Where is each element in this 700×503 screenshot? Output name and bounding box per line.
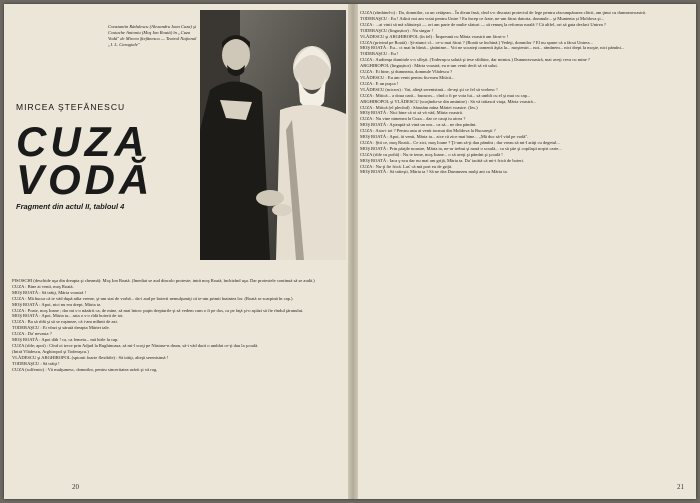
- text-line: CUZA (solfernic) : Vă mulţumesc, domnilor, pentru sinceritatea urării şi vă rog.: [12, 366, 158, 372]
- text-line: CUZA : Nu vine nimenea la Cuza... dar ce cauţi tu aicea ?: [360, 116, 466, 122]
- left-text-column: [12, 278, 346, 428]
- text-line: MOŞ ROATĂ : Nici bine că oi să vă văd, Măria voastră.: [360, 110, 463, 116]
- text-line: TODERAŞCU : Ei vînzi şi sărută dreapta Măriei tale.: [12, 325, 110, 331]
- text-line: CUZA : Ei bine, şi dumneata, domnule Vlădescu ?: [360, 69, 453, 75]
- text-line: MOŞ ROATĂ : Apoi dăh ! ca, ca femeia... mă birle la cap.: [12, 337, 119, 343]
- text-line: MOŞ ROATĂ : Să trăieşti, Măria ta ! Să ne dea Dumnezeu mulţi ani cu Măria ta.: [360, 169, 508, 175]
- text-line: MOŞ ROATĂ : Să trăiţi, Măria voastră !: [12, 289, 87, 295]
- text-line: CUZA (zîmbind-o) : Da, domnilor, ca un cetăţean... În divan însă, cînd s-o discutat proiectul de lege pentru răscumpărarea clăcii, am ţinut cu dumneavoastră.: [360, 10, 647, 15]
- subtitle: Fragment din actul II, tabloul 4: [16, 202, 125, 211]
- text-line: CUZA : Bine ai venit, moş Roată.: [12, 283, 74, 289]
- text-line: TODERAŞCU : Să trăiţi !: [12, 360, 60, 366]
- text-line: MOŞ ROATĂ : Apoi, nici nu era drept, Măria ta.: [12, 301, 102, 307]
- text-line: CUZA : Ba să rîdă şi să se ruşineze, că i-am mîhnit de azi.: [12, 319, 118, 325]
- text-line: CUZA : ...ai vinit să mă sfătuieşti — ori am parte de multe sfaturi — să renunţ la reforma rurală ? Că altfel, ori să gata desfaci Unirea ?: [360, 21, 606, 27]
- text-line: TODERAŞCU : Eu !: [360, 51, 399, 57]
- text-line: TODERAŞCU : Eu ! Adică noi am votat pentru Unire ! Eu încep ce frate, ne-am făcut datoria, domnule... şi Muntenia și Moldova şi...: [360, 15, 604, 21]
- text-line: CUZA (rîde; apoi) : Cînd oi trece prin Adjud la Rughinoasa, să mi-l scoţi pe Năstase-n drum, să-i văd dacă o umblat ce-ţi dau la şcoală.: [12, 342, 259, 348]
- text-line: (Intră Vlădescu, Arghiropol şi Toderaşcu.): [12, 348, 89, 354]
- text-line: MOŞ ROATĂ : Aşteaptă să vină un om... ca să... ne dea pămînt.: [360, 122, 477, 128]
- text-line: ARGHIROPOL şi VLĂDESCU (scoţîndu-se din amintire) : Să vă trăiască viaţa, Măria voastră...: [360, 98, 537, 104]
- right-text-column: [360, 10, 688, 480]
- text-line: MOŞ ROATĂ : Prin părţile noastre, Măria ta, ne-ar trebui şi nouă o scoală... ca să ştie şi copilaşii noştri carte...: [360, 145, 562, 151]
- text-line: CUZA : E un puşca !: [360, 80, 399, 86]
- text-line: CUZA : Mitică... a doua oară... bucuros... cînd o fi pe voia lui... să umbli cu el şi mai cu cap...: [360, 92, 531, 98]
- left-page: [12, 10, 346, 493]
- text-line: ARGHIROPOL (lingușitor) : Măria voastră, eu n-am venit decît să vă salut.: [360, 63, 498, 69]
- right-page: [360, 10, 688, 493]
- text-line: VLĂDESCU şi ARGHIROPOL (în fel) : Împreună cu Măria voastră am făcut-o !: [360, 33, 509, 39]
- text-line: CUZA : Mă bucur că te văd după atîta vreme, şi-am stat de vorbă... da-i aud pe boierii nemulţumiţi că te-am primit înaintea lor. (Roată se scarpină în cap.): [12, 295, 293, 301]
- text-line: CUZA : Asta-i tot ? Pentru asta ai venit tocmai din Moldova la Bucureşti ?: [360, 128, 496, 134]
- text-line: VLĂDESCU (micros) : Vai, alteţă serenisimă... de-aşi şti ce fel să vorbesc !: [360, 86, 498, 92]
- open-book: [4, 4, 696, 499]
- title-line-1: CUZA: [16, 118, 149, 165]
- text-line: CUZA : Ştii ce, moş Roată... Ce zici, moş Ioane ? Ţi-am să-ţi dau pămînt ; dar vreau să mi-l arăţi cu degetul...: [360, 139, 560, 145]
- text-line: CUZA : Mitică (el plecînd) : Sărutăm mîna Măriei voastre. (Ies.): [360, 104, 478, 110]
- article-header: [12, 10, 346, 260]
- page-number-right: 21: [677, 483, 684, 491]
- text-line: CUZA : Poate, moş Ioane ; dar mi s-o năzărit ca, de mine, să mai întorc puţin drepturile şi să vedem cum o fi pe dos, ca pe faţă şi-o aştăzi să fie rîndul ţăranului.: [12, 307, 304, 313]
- text-line: CUZA (privind pe Roată) : Şi-atunci cî... ce-o mai făcut ? (Roată se închină.) Vedeţi, domnilor ? El nu spune că a făcut Unirea...: [360, 39, 593, 45]
- text-line: MOŞ ROATĂ : Apoi, Măria ta... asta o s-o rîdă boierii de tot.: [12, 313, 124, 319]
- stage-photo: [200, 10, 346, 260]
- title-line-2: VODĂ: [16, 156, 154, 203]
- text-line: MOŞ ROATĂ : Iaca ş-acu dar nu mai am grijă, Măria ta. Da' iacătă că mi-i frică de boieri.: [360, 157, 525, 163]
- text-line: TODERAŞCU (lingușitor) : Nu singur !: [360, 27, 434, 33]
- text-line: CUZA : Audienţa dumitale s-o sfîrşit. (Toderaşcu salută şi iese sfidător, dar minios.) Dumneavoastră, mai aveţi ceva cu mine ?: [360, 57, 590, 63]
- page-number-left: 20: [72, 483, 79, 491]
- text-line: VLĂDESCU şi ARGHIROPOL (spionii foarte flexibile) : Să trăiţi, alteţă serenisimă !: [12, 354, 169, 360]
- text-line: CUZA : Nu-ţi fie frică. Las' că mă port eu de grijă.: [360, 163, 453, 169]
- book-gutter: [348, 4, 358, 499]
- text-line: PISOSCHI (deschide uşa din dreapta şi cheamă): Moş Ion Roată. (Imediat se aud dincolo proteste; intră moş Roată, închizînd uşa. Dar protestele continuă să se audă.): [12, 278, 315, 283]
- text-line: VLĂDESCU : Eu am venit pentru fiu-meu Mitică...: [360, 74, 455, 80]
- photo-credits: Constantin Rădulescu (Alexandru Ioan Cuza) şi Costache Antoniu (Moş Ion Roată) în „Cuza Vodă" de Mircea Ştefănescu — Teatrul Naţional „I. L. Caragiale": [108, 24, 197, 47]
- text-line: CUZA (rîde cu poftă) : Nu te teme, moş Ioane... o să aveţi şi pămînt şi şcoală !: [360, 151, 503, 157]
- author-name: MIRCEA ŞTEFĂNESCU: [16, 102, 126, 112]
- text-line: MOŞ ROATĂ : Apoi, ăi venit, Măria ta... zice că zice mai bine... „Mă duc să-l văd pe vodă".: [360, 134, 529, 140]
- text-line: MOŞ ROATĂ : Eu... ci mai în bîrnă... ţărănime... Voi ne scoateţi oamenii ăştia la... moşteniri... noi... rămînem... nici drept la moşie, nici pămînt...: [360, 45, 625, 51]
- text-line: CUZA : Da' nevasta ?: [12, 331, 52, 337]
